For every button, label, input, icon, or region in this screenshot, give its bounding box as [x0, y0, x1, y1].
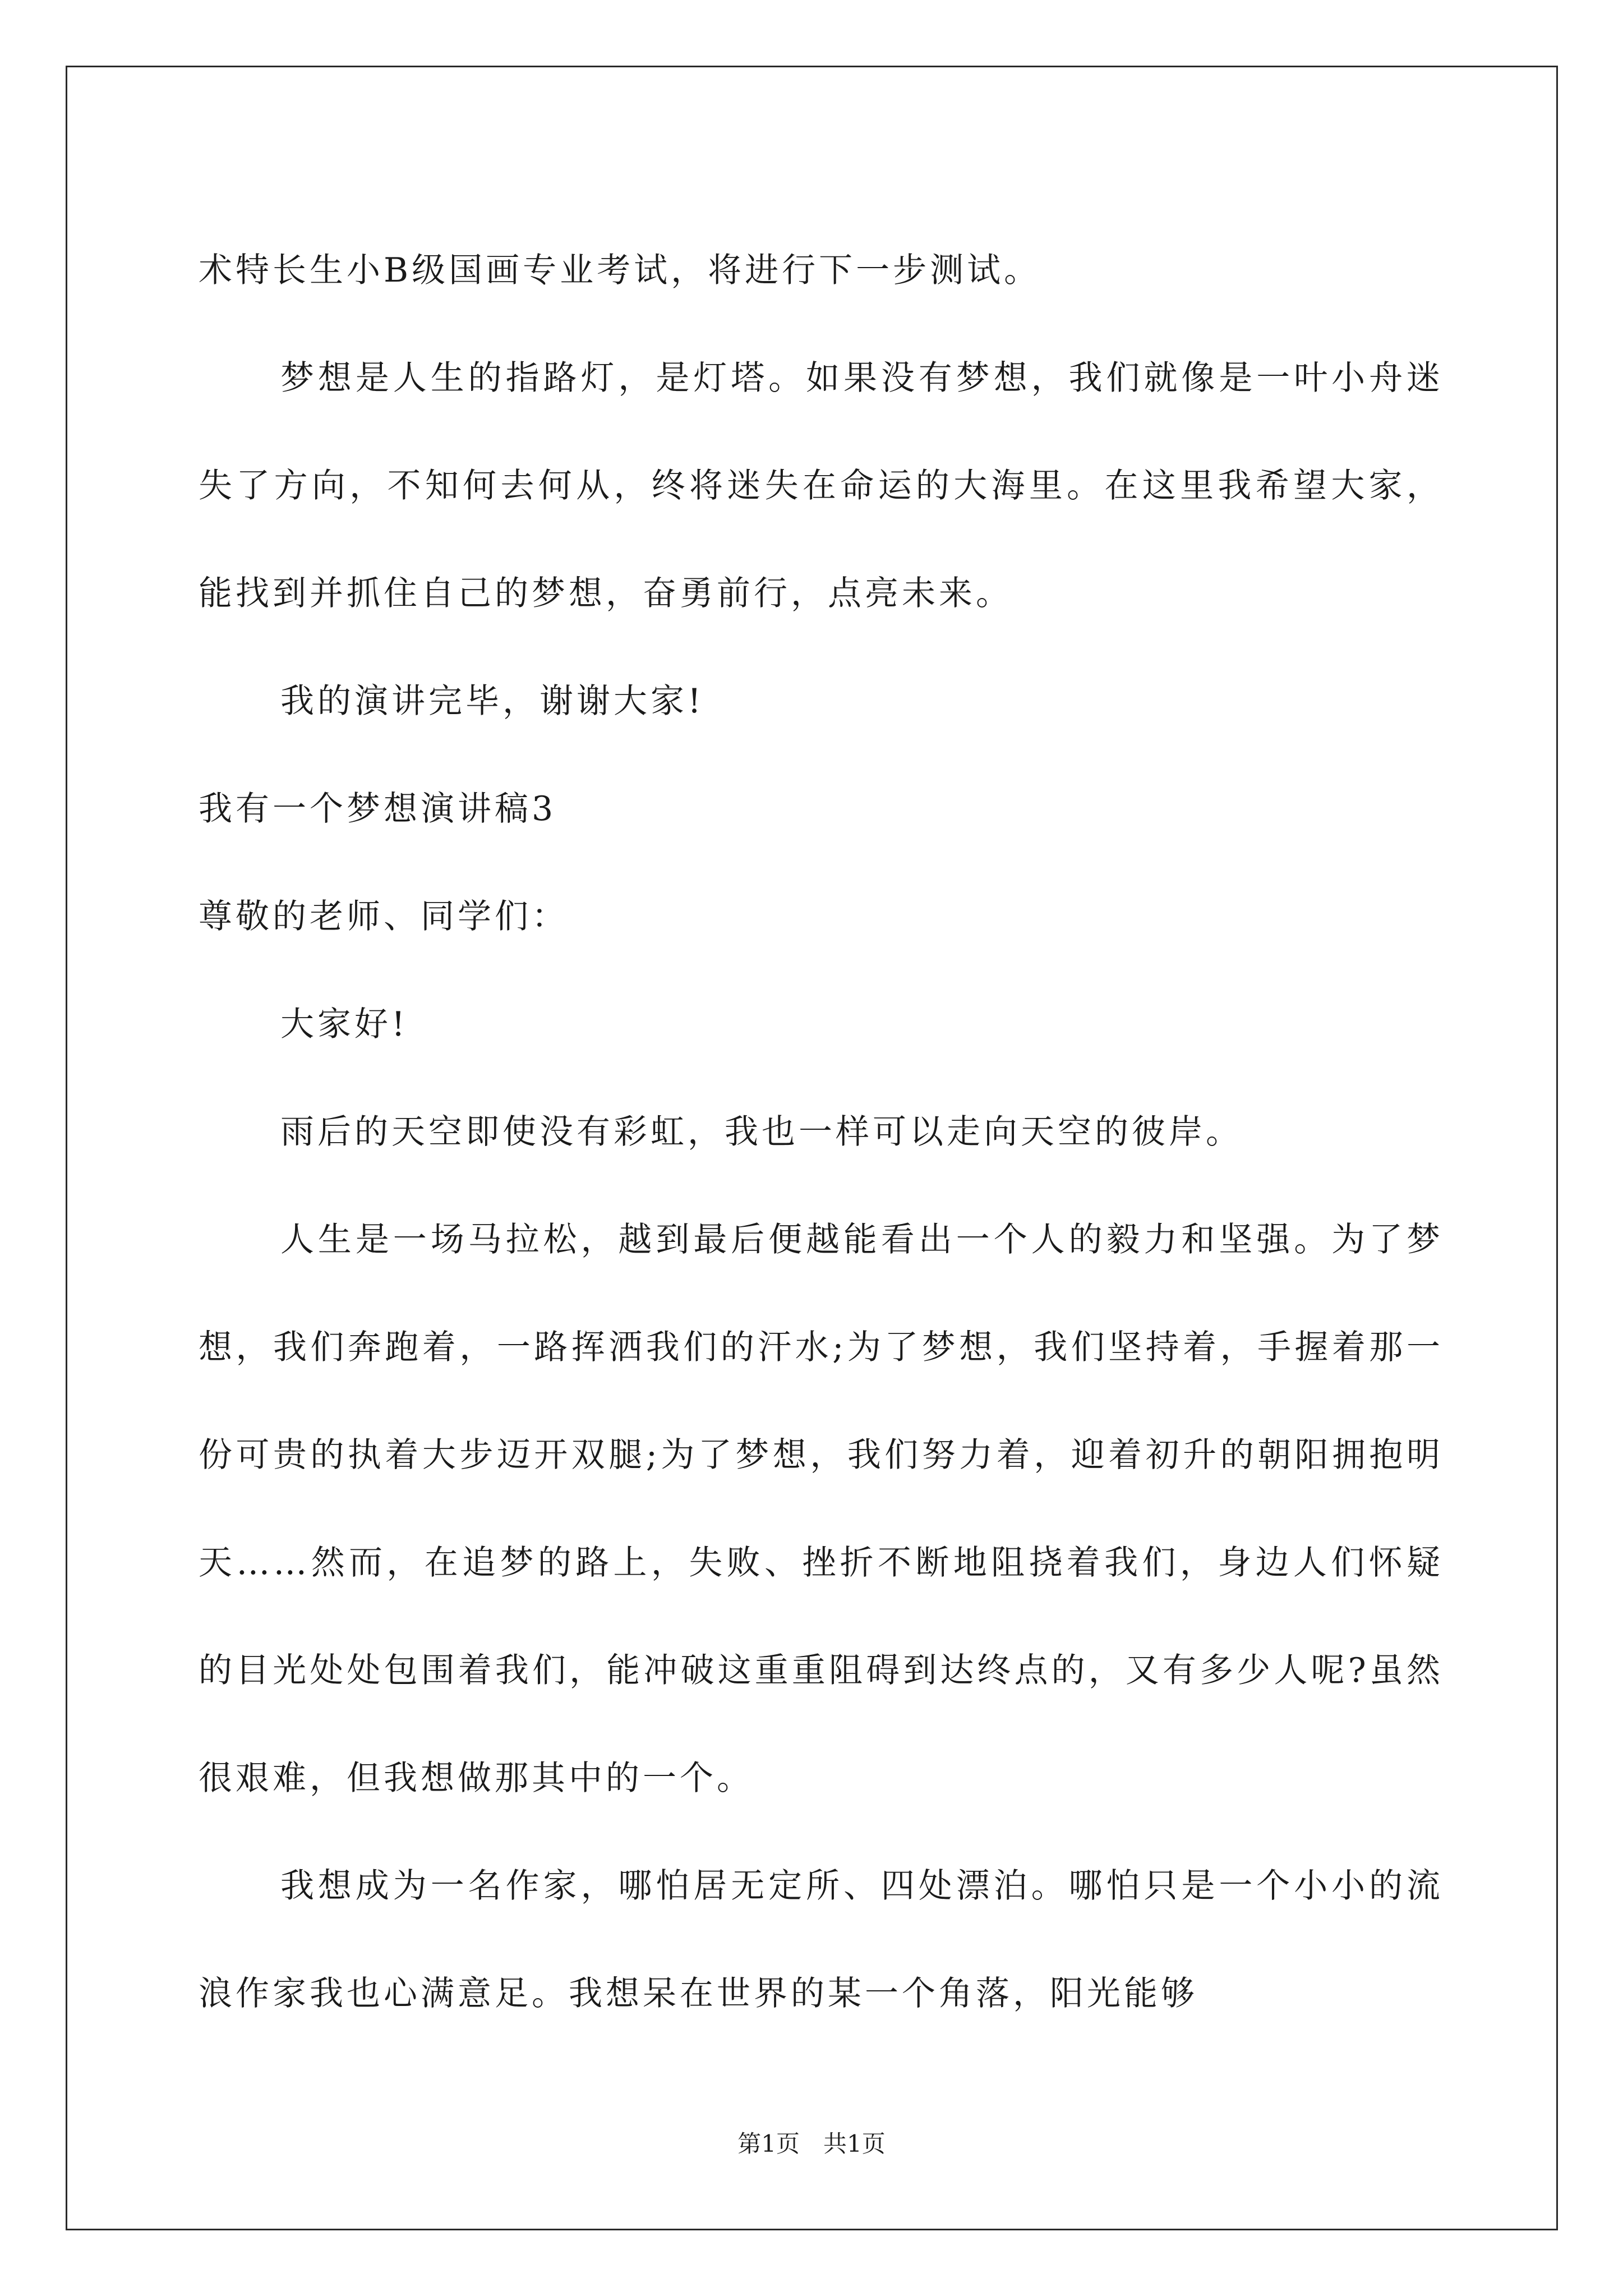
paragraph-7: 雨后的天空即使没有彩虹，我也一样可以走向天空的彼岸。: [280, 1112, 1243, 1152]
paragraph-3: 我的演讲完毕，谢谢大家!: [280, 682, 705, 721]
greeting: 大家好!: [280, 1005, 409, 1044]
salutation: 尊敬的老师、同学们：: [199, 897, 569, 936]
paragraph-8: 人生是一场马拉松，越到最后便越能看出一个人的毅力和坚强。为了梦想，我们奔跑着，一路挥洒我们的汗水;为了梦想，我们坚持着，手握着那一份可贵的执着大步迈开双腿;为了梦想，我们努力着，迎着初升的朝阳拥抱明天……然而，在追梦的路上，失败、挫折不断地阻挠着我们，身边人们怀疑的目光处处包围着我们，能冲破这重重阻碍到达终点的，又有多少人呢?虽然很艰难，但我想做那其中的一个。: [199, 1220, 1444, 1798]
section-title: 我有一个梦想演讲稿3: [199, 789, 557, 829]
paragraph-9: 我想成为一名作家，哪怕居无定所、四处漂泊。哪怕只是一个小小的流浪作家我也心满意足。我想呆在世界的某一个角落，阳光能够: [199, 1866, 1444, 2013]
paragraph-2: 梦想是人生的指路灯，是灯塔。如果没有梦想，我们就像是一叶小舟迷失了方向，不知何去何从，终将迷失在命运的大海里。在这里我希望大家，能找到并抓住自己的梦想，奋勇前行，点亮未来。: [199, 358, 1444, 613]
paragraph-1: 术特长生小B级国画专业考试，将进行下一步测试。: [199, 251, 1041, 290]
page-footer: 第1页 共1页: [737, 2130, 886, 2157]
